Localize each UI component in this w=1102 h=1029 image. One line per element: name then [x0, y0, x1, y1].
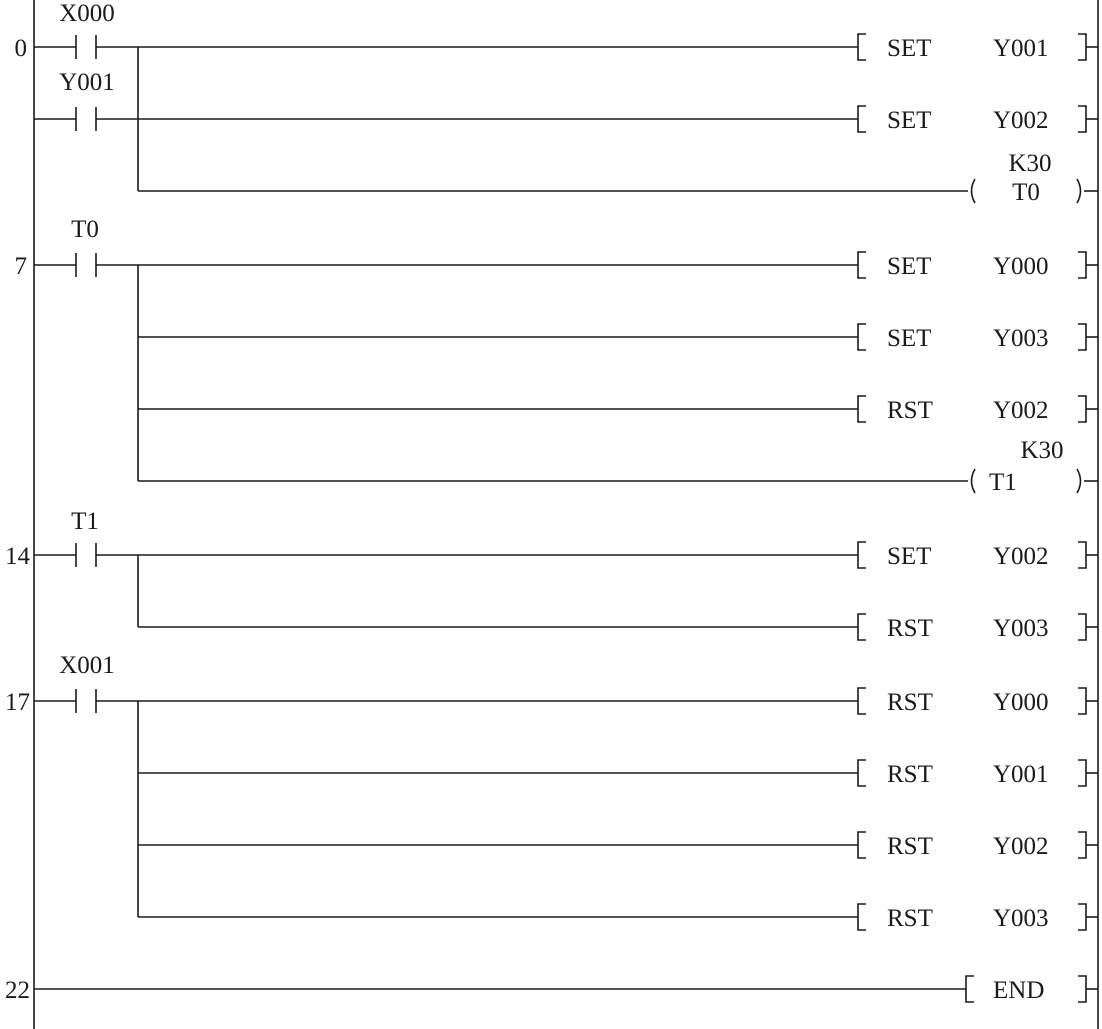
contact-y001: [34, 69, 138, 131]
step-number: 0: [14, 35, 27, 62]
coil-t1: [138, 437, 1098, 496]
instruction-op: RST: [887, 615, 933, 642]
instruction-op: SET: [887, 107, 932, 134]
instruction-op: RST: [887, 689, 933, 716]
contact-x001: [34, 652, 138, 713]
instruction-op: RST: [887, 397, 933, 424]
instruction-operand: Y003: [993, 905, 1049, 932]
contact-x000: [34, 0, 138, 59]
output-set-y002: [138, 542, 1098, 570]
rung-7: [15, 216, 1099, 496]
output-rst-y003: [138, 904, 1098, 932]
contact-label: T1: [71, 508, 99, 535]
contact-label: T0: [71, 216, 99, 243]
end-label: END: [993, 977, 1045, 1004]
contact-label: X000: [59, 0, 115, 27]
rung-17: [5, 652, 1098, 932]
output-rst-y002: [138, 396, 1098, 424]
coil-operand: T0: [1012, 179, 1040, 206]
step-number: 17: [5, 689, 30, 716]
contact-t0: [34, 216, 138, 277]
output-rst-y001: [138, 760, 1098, 788]
coil-constant: K30: [1008, 150, 1052, 177]
step-number: 14: [5, 543, 30, 570]
rung-14: [5, 508, 1098, 642]
instruction-op: RST: [887, 761, 933, 788]
output-set-y001: [138, 34, 1098, 62]
step-number: 22: [5, 977, 30, 1004]
instruction-op: SET: [887, 543, 932, 570]
instruction-operand: Y000: [993, 689, 1049, 716]
instruction-op: SET: [887, 35, 932, 62]
instruction-op: SET: [887, 253, 932, 280]
step-number: 7: [14, 253, 27, 280]
instruction-operand: Y002: [993, 397, 1049, 424]
instruction-operand: Y002: [993, 107, 1049, 134]
contact-label: Y001: [59, 69, 115, 96]
output-set-y000: [138, 252, 1098, 280]
rung-0: [15, 0, 1099, 206]
instruction-operand: Y003: [993, 325, 1049, 352]
output-rst-y000: [138, 688, 1098, 716]
contact-t1: [34, 508, 138, 567]
output-rst-y002: [138, 832, 1098, 860]
instruction-operand: Y003: [993, 615, 1049, 642]
coil-t0: [138, 150, 1098, 206]
instruction-operand: Y002: [993, 543, 1049, 570]
output-rst-y003: [138, 614, 1098, 642]
instruction-operand: Y002: [993, 833, 1049, 860]
coil-constant: K30: [1020, 437, 1064, 464]
end-instruction: [34, 976, 1098, 1004]
coil-operand: T1: [989, 469, 1017, 496]
output-set-y003: [138, 324, 1098, 352]
rung-22: [5, 976, 1098, 1004]
instruction-operand: Y000: [993, 253, 1049, 280]
output-set-y002: [138, 106, 1098, 134]
instruction-op: RST: [887, 905, 933, 932]
instruction-operand: Y001: [993, 761, 1049, 788]
instruction-operand: Y001: [993, 35, 1049, 62]
instruction-op: RST: [887, 833, 933, 860]
contact-label: X001: [59, 652, 115, 679]
instruction-op: SET: [887, 325, 932, 352]
